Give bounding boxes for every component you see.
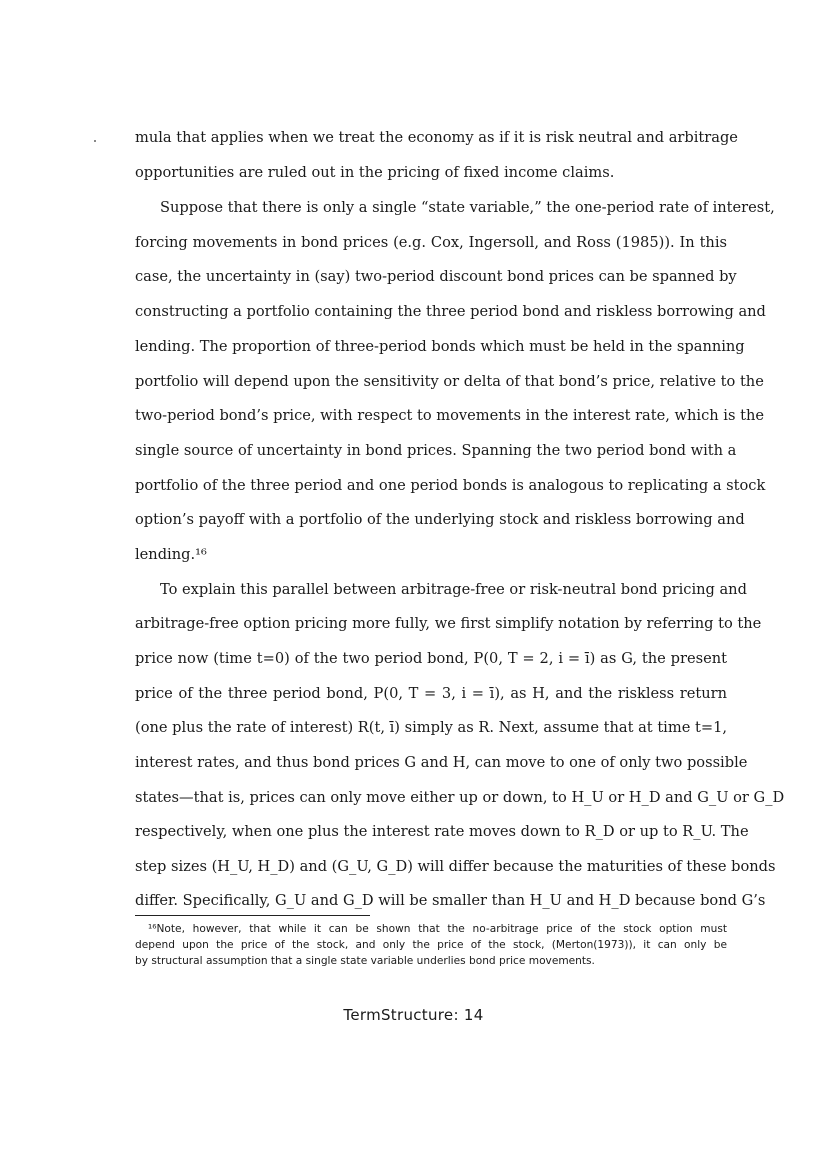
body-line: portfolio will depend upon the sensitivity or delta of that bond’s price, relative to the <box>135 373 764 390</box>
scan-speck <box>94 140 96 142</box>
body-line: price now (time t=0) of the two period bond, P(0, T = 2, i = ī) as G, the present <box>135 650 727 667</box>
body-line: option’s payoff with a portfolio of the underlying stock and riskless borrowing and <box>135 511 745 528</box>
body-line: differ. Specifically, G_U and G_D will be smaller than H_U and H_D because bond G’s <box>135 892 766 909</box>
body-line: step sizes (H_U, H_D) and (G_U, G_D) will differ because the maturities of these bonds <box>135 858 776 875</box>
body-line: lending.¹⁶ <box>135 546 207 563</box>
body-line: states—that is, prices can only move either up or down, to H_U or H_D and G_U or G_D <box>135 789 785 806</box>
footnote-line: ¹⁶Note, however, that while it can be shown that the no-arbitrage price of the stock option must <box>148 923 727 935</box>
body-line: portfolio of the three period and one period bonds is analogous to replicating a stock <box>135 477 766 494</box>
body-line: single source of uncertainty in bond prices. Spanning the two period bond with a <box>135 442 737 459</box>
body-line: mula that applies when we treat the economy as if it is risk neutral and arbitrage <box>135 129 738 146</box>
footnote-line: by structural assumption that a single state variable underlies bond price movements. <box>135 955 595 967</box>
body-line: To explain this parallel between arbitrage-free or risk-neutral bond pricing and <box>160 581 747 598</box>
body-line: opportunities are ruled out in the pricing of fixed income claims. <box>135 164 615 181</box>
body-line: case, the uncertainty in (say) two-period discount bond prices can be spanned by <box>135 268 737 285</box>
body-line: lending. The proportion of three-period bonds which must be held in the spanning <box>135 338 745 355</box>
body-line: interest rates, and thus bond prices G and H, can move to one of only two possible <box>135 754 748 771</box>
footnote-line: depend upon the price of the stock, and only the price of the stock, (Merton(1973)), it can only be <box>135 939 727 951</box>
body-line: price of the three period bond, P(0, T = 3, i = ī), as H, and the riskless return <box>135 685 727 702</box>
body-line: constructing a portfolio containing the three period bond and riskless borrowing and <box>135 303 766 320</box>
body-line: (one plus the rate of interest) R(t, ī) simply as R. Next, assume that at time t=1, <box>135 719 727 736</box>
body-line: Suppose that there is only a single “state variable,” the one-period rate of interest, <box>160 199 775 216</box>
body-line: respectively, when one plus the interest rate moves down to R_D or up to R_U. The <box>135 823 749 840</box>
footnote-rule <box>135 915 370 916</box>
body-line: forcing movements in bond prices (e.g. Cox, Ingersoll, and Ross (1985)). In this <box>135 234 727 251</box>
body-line: two-period bond’s price, with respect to movements in the interest rate, which is the <box>135 407 764 424</box>
page-footer: TermStructure: 14 <box>343 1006 484 1024</box>
body-line: arbitrage-free option pricing more fully, we first simplify notation by referring to the <box>135 615 762 632</box>
